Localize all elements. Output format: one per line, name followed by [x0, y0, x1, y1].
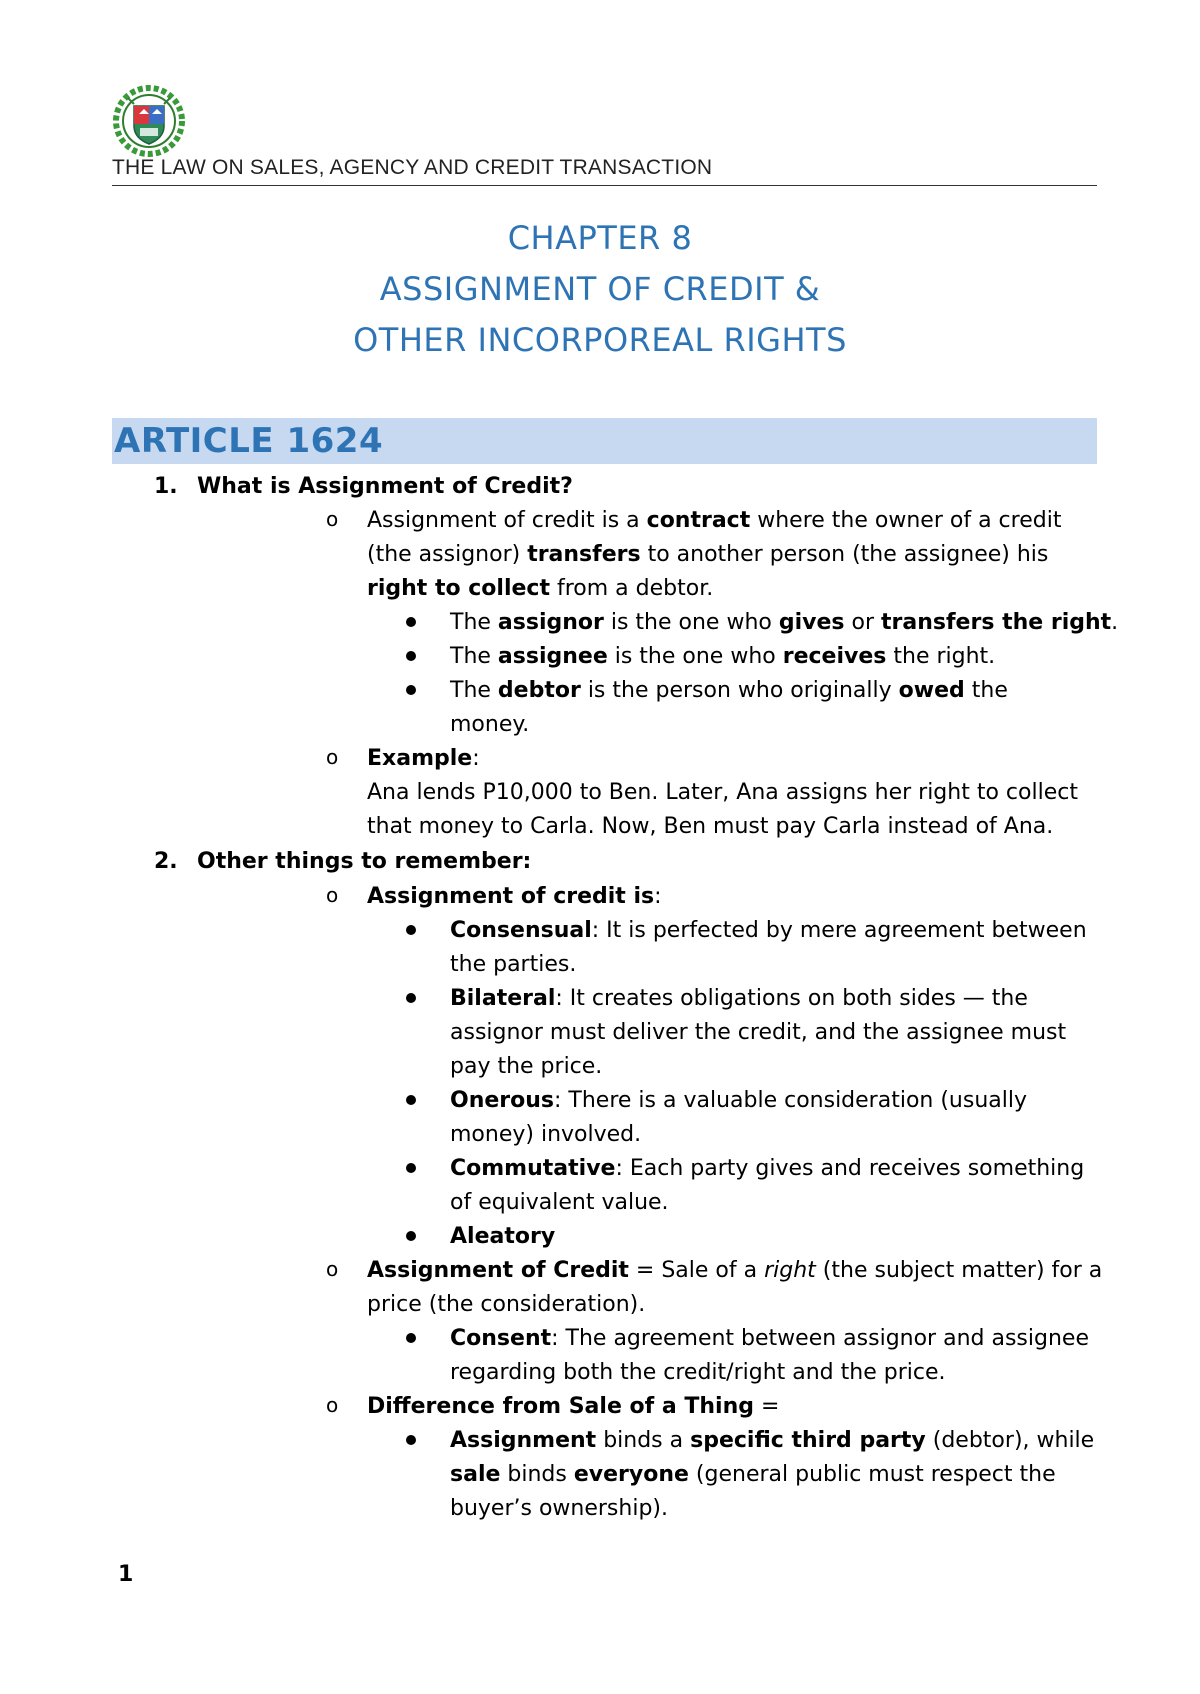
bullet-icon — [406, 1163, 416, 1173]
circle-bullet-icon: o — [326, 745, 339, 769]
bullet-icon — [406, 993, 416, 1003]
list-item: Assignment binds a specific third party (debtor), while — [450, 1428, 1095, 1453]
circle-bullet-icon: o — [326, 883, 339, 907]
bullet-icon — [406, 651, 416, 661]
bullet-icon — [406, 1095, 416, 1105]
list-number: 1. — [154, 474, 178, 499]
example-text: that money to Carla. Now, Ben must pay Carla instead of Ana. — [367, 814, 1054, 839]
list-item-continuation: money. — [450, 712, 530, 737]
chapter-title-line-2: OTHER INCORPOREAL RIGHTS — [353, 321, 847, 359]
document-header-title: THE LAW ON SALES, AGENCY AND CREDIT TRANSACTION — [112, 156, 713, 179]
bullet-icon — [406, 1435, 416, 1445]
sub-heading-continuation: price (the consideration). — [367, 1292, 646, 1317]
list-item-continuation: regarding both the credit/right and the price. — [450, 1360, 946, 1385]
list-item: The assignee is the one who receives the right. — [450, 644, 996, 669]
bullet-icon — [406, 1231, 416, 1241]
question-heading: Other things to remember: — [197, 849, 532, 874]
list-item-continuation: assignor must deliver the credit, and the assignee must — [450, 1020, 1067, 1045]
list-item: Onerous: There is a valuable consideration (usually — [450, 1088, 1028, 1113]
bullet-icon — [406, 617, 416, 627]
list-item-continuation: of equivalent value. — [450, 1190, 669, 1215]
circle-bullet-icon: o — [326, 1393, 339, 1417]
circle-bullet-icon: o — [326, 507, 339, 531]
chapter-number: CHAPTER 8 — [507, 219, 693, 257]
sub-heading: Assignment of Credit = Sale of a right (the subject matter) for a — [367, 1258, 1103, 1283]
list-item: Aleatory — [450, 1224, 556, 1249]
definition-line: Assignment of credit is a contract where the owner of a credit — [367, 508, 1062, 533]
sub-heading: Difference from Sale of a Thing = — [367, 1394, 780, 1419]
list-item: Consensual: It is perfected by mere agreement between — [450, 918, 1087, 943]
list-item-continuation: pay the price. — [450, 1054, 603, 1079]
bullet-icon — [406, 925, 416, 935]
list-item-continuation: sale binds everyone (general public must respect the — [450, 1462, 1056, 1487]
list-item: The debtor is the person who originally owed the — [450, 678, 1008, 703]
list-item-continuation: the parties. — [450, 952, 577, 977]
list-item: Commutative: Each party gives and receives something — [450, 1156, 1085, 1181]
school-crest-icon — [112, 84, 186, 158]
bullet-icon — [406, 1333, 416, 1343]
example-text: Ana lends P10,000 to Ben. Later, Ana assigns her right to collect — [367, 780, 1078, 805]
page-number: 1 — [118, 1562, 134, 1587]
definition-line: right to collect from a debtor. — [367, 576, 714, 601]
example-label: Example: — [367, 746, 480, 771]
header-divider — [112, 185, 1097, 186]
bullet-icon — [406, 685, 416, 695]
question-heading: What is Assignment of Credit? — [197, 474, 573, 499]
sub-heading: Assignment of credit is: — [367, 884, 662, 909]
definition-line: (the assignor) transfers to another person (the assignee) his — [367, 542, 1049, 567]
list-item: Consent: The agreement between assignor and assignee — [450, 1326, 1089, 1351]
list-item-continuation: buyer’s ownership). — [450, 1496, 668, 1521]
list-number: 2. — [154, 849, 178, 874]
article-title: ARTICLE 1624 — [114, 421, 384, 461]
circle-bullet-icon: o — [326, 1257, 339, 1281]
list-item-continuation: money) involved. — [450, 1122, 642, 1147]
list-item: Bilateral: It creates obligations on both sides — the — [450, 986, 1028, 1011]
chapter-title-line-1: ASSIGNMENT OF CREDIT & — [379, 270, 821, 308]
list-item: The assignor is the one who gives or transfers the right. — [450, 610, 1119, 635]
